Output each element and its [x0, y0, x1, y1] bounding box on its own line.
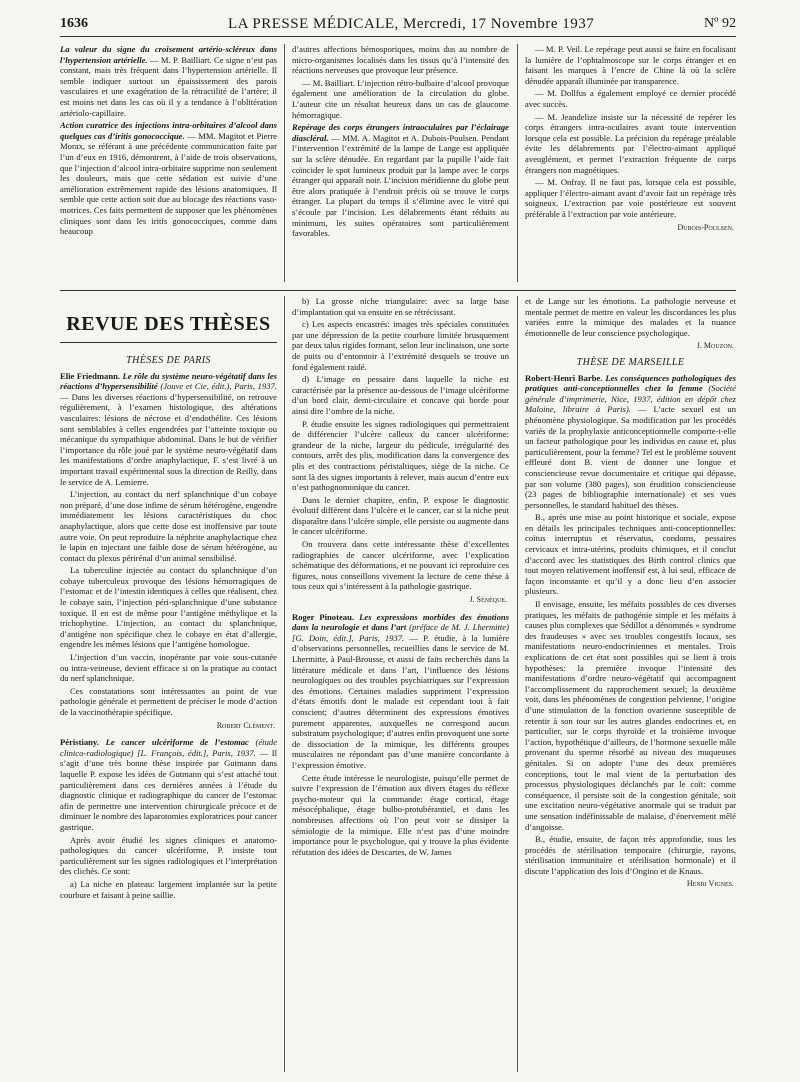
column-divider [517, 44, 518, 282]
thesis-author: Elie Friedmann. [60, 370, 121, 381]
section-divider [60, 290, 736, 291]
article-paragraph: b) La grosse niche triangulaire: avec sa large base d’implantation qui va ensuite en se rétrécissant. [292, 296, 509, 317]
column-divider [517, 296, 518, 1072]
article-text: — P. étudie, à la lumière d’observations personnelles, recueillies dans le service de M. Lhermitte, à Paul-Brousse, et aussi de faits recherchés dans la littérature médicale et dans l’art, l’influence des lésions neurologiques ou des troubles psychiatriques sur l’expression des émotions. Certaines maladies suppriment l’expression d’états émotifs dont le malade est cependant tout à fait conscient; d’autres déterminent des expressions émotives purement apparentes, auxquelles ne correspond aucun substratum psychologique; d’autres enfin provoquent une sorte de dissociation de la mimique, les différents groupes musculaires ne répondant pas d’une manière concordante à l’expression émotive. [292, 632, 509, 770]
page-number: 1636 [60, 16, 88, 31]
article-paragraph [292, 612, 509, 771]
article-title: La valeur du signe du croisement artério-scléreux dans l’hypertension artérielle. [60, 44, 277, 65]
article-paragraph [292, 122, 509, 239]
article-paragraph: P. étudie ensuite les signes radiologiques qui permettraient de différencier l’ulcère calleux du cancer ulcériforme: grandeur de la niche, largeur du pédicule, irrégularité des contours, arrêt des plis, modification dans la convergence des plis et des contractions péristaltiques, siège de la niche. Ce sont là des signes importants à relever, mais aucun d’entre eux n’est pathognomonique du cancer. [292, 418, 509, 493]
author-signature: J. Mouzon. [696, 341, 734, 351]
thesis-author: Roger Pinoteau. [292, 611, 355, 622]
article-paragraph [60, 371, 277, 488]
thesis-title: Le rôle du système neuro-végétatif dans les réactions d’hypersensibilité [60, 370, 277, 392]
thesis-publication: (préface de M. J. Lhermitte) [G. Doin, édit.], Paris, 1937. [292, 622, 509, 643]
top-column-2 [292, 44, 509, 277]
thesis-publication: (Société générale d’imprimerie, Nice, 1937, édition en dépôt chez Maloine, libraire à Paris). [525, 383, 736, 415]
article-text: — Dans les diverses réactions d’hypersensibilité, on retrouve régulièrement, à l’examen histologique, des altérations vasculaires: lésions de nécrose et d’endothélite. Ces lésions sont semblables à celles engendrées par l’atteinte toxique ou mécanique du sympathique abdominal. Dans le but de vérifier l’importance du rôle joué par le système neuro-végétatif dans les manifestations d’ordre anaphylactique, F. s’est livré à un important travail expérimental sous la direction de Reilly, dans le service de A. Lemierre. [60, 391, 277, 487]
article-paragraph: B., étudie, ensuite, de façon très approfondie, tous les procédés de stérilisation temporaire (chirurgie, rayons, stérilisation immunitaire et stérilisation hormonale) et il discute l’application des lois d’Ongino et de Knaus. [525, 834, 736, 876]
article-paragraph: et de Lange sur les émotions. La pathologie nerveuse et mentale permet de mettre en valeur les discordances les plus variées entre la mimique des malades et la nuance émotionnelle de leur conscience psychologique. [525, 296, 736, 338]
article-paragraph: B., après une mise au point historique et sociale, expose en détails les principales techniques anti-conceptionnelles: coïtus interruptus et réservatus, condoms, pessaires cervicaux et intra-utérins, produits chimiques, et il conclut d’accord avec les statistiques des Birth control clinics que tout moyen relativement inoffensif est, à lui seul, efficace de façon inconstante et qu’il y a donc lieu d’en associer plusieurs. [525, 512, 736, 597]
article-paragraph: a) La niche en plateau: largement implantée sur la petite courbure et faisant à peine saillie. [60, 878, 277, 900]
thesis-title: Le cancer ulcériforme de l’estomac [98, 737, 249, 748]
article-paragraph: L’injection d’un vaccin, inopérante par voie sous-cutanée ou intra-veineuse, devient efficace si on la pratique au contact du nerf splanchnique. [60, 652, 277, 684]
revue-column-1 [60, 350, 277, 1070]
thesis-publication: (étude clinico-radiologique) [L. François, édit.], Paris, 1937. [60, 737, 277, 758]
article-paragraph: Ces constatations sont intéressantes au point de vue pathologie générale et permettent de préciser le mode d’action de la vaccinothérapie spécifique. [60, 685, 277, 717]
article-paragraph: Après avoir étudié les signes cliniques et anatomo-pathologiques du cancer ulcériforme, P. insiste tout particulièrement sur les signes radiologiques et l’interprétation des clichés. Ce sont: [60, 834, 277, 877]
article-paragraph [60, 737, 277, 832]
journal-name: LA PRESSE MÉDICALE, [228, 16, 399, 32]
article-paragraph: Dans le dernier chapitre, enfin, P. expose le diagnostic évolutif différent dans l’ulcère et le cancer, car si la niche peut disparaître dans l’ulcère simple, elle persiste ou augmente dans le cancer ulcériforme. [292, 494, 509, 537]
article-text: — Il s’agit d’une très bonne thèse inspirée par Gutmann dans laquelle P. expose les idées de Gutmann qui s’est attaché tout particulièrement dans ces dernières années à l’étude du diagnostic clinique et radiographique du cancer de l’estomac afin de permettre une intervention chirurgicale précoce et de diminuer le nombre des laparotomies exploratrices pour cancer gastrique. [60, 747, 277, 832]
revue-column-3 [525, 296, 736, 1072]
article-paragraph [60, 120, 277, 237]
article-paragraph: — M. Bailliart. L’injection rétro-bulbaire d’alcool provoque également une amélioration de la circulation du globe. L’auteur cite un résultat heureux dans un cas de glaucome hémorragique. [292, 77, 509, 120]
article-paragraph: — M. Onfray. Il ne faut pas, lorsque cela est possible, appliquer l’électro-aimant avant d’avoir fait un repérage très soigneux. L’extraction par voie postérieure est souvent préférable à l’extraction par voie antérieure. [525, 177, 736, 219]
article-paragraph: — M. P. Veil. Le repérage peut aussi se faire en focalisant la lumière de l’ophtalmoscope sur le corps étranger et en faisant les marques à l’encre de Chine là où la sclère dénudée apparaît illuminée par transparence. [525, 44, 736, 86]
article-paragraph: L’injection, au contact du nerf splanchnique d’un cobaye non préparé, d’une dose infime de sérum hétérogène, engendre immédiatement les lésions caractéristiques du choc anaphylactique, alors que cette dose est inoffensive par toute autre voie. On peut reproduire la néphrite anaphylactique chez le lapin en injectant une faible dose de sérum hétérogène, au contact du plexus périrénal d’un animal sensibilisé. [60, 489, 277, 563]
article-paragraph: La tuberculine injectée au contact du splanchnique d’un cobaye tuberculeux provoque des lésions hémorragiques de l’estomac et de l’intestin identiques à celles que réalisent, chez le cobaye sain, l’injection péri-splanchnique d’une substance toxique. Il en est de même pour l’antigène méthylique et la trichophytine. L’injection, au contact du splanchnique, d’antigène non spécifique chez le cobaye en état d’allergie, engendre les mêmes lésions que l’antigène homologue. [60, 565, 277, 650]
column-divider [284, 296, 285, 1072]
column-divider [284, 44, 285, 282]
article-paragraph: Cette étude intéresse le neurologiste, puisqu’elle permet de suivre l’expression de l’émotion aux divers étages du réflexe psycho-moteur qui la commande: étage cortical, étage mésocéphalique, étage bulbo-protubérantiel, et dans les nombreuses affections où l’on peut voir se dissiper la sémiologie de la mimique. Elle n’est pas d’une moindre importance pour le psychologue, qui y trouve la plus évidente réfutation des idées de Descartes, de W. James [292, 772, 509, 857]
thesis-author: Robert-Henri Barbe. [525, 372, 603, 383]
article-paragraph: Il envisage, ensuite, les méfaits possibles de ces diverses pratiques, les méfaits de pathogénie simple et les méfaits à causes plus complexes que Sédillot a dénommés « syndrome des fraudeuses » avec ses troubles congestifs locaux, ses manifestations neuro-endocriniennes et mentales. Trois explications de cet état sont possibles qui se lient à trois hypothèses: la première invoque l’intensité des manifestations d’ordre neuro-végétatif qui accompagnent l’accomplissement du rapprochement sexuel; la deuxième voit, dans les phénomènes de congestion pelvienne, l’origine d’une stimulation de la fonction ovarienne susceptible de retentir à son tour sur les autres glandes endocrines et, en particulier, sur le corps thyroïde et la troisième invoque l’action, hypothétique d’ailleurs, de l’hormone sexuelle mâle provenant du sperme résorbé au niveau des muqueuses génitales. Si on adopte l’une des deux premières conceptions, tout le mal vient de la perturbation des processus physiologiques déclanchés par le coït: comme conséquence, il persiste soit de la congestion génitale, soit une excitation neuro-végétative anormale qui se traduit par une sensation indéfinissable de malaise, d’énervement mêlé d’angoisse. [525, 599, 736, 832]
page-header [60, 14, 736, 36]
journal-masthead [228, 16, 594, 33]
subsection-title: THÈSES DE PARIS [126, 355, 211, 366]
issue-number: Nº 92 [704, 16, 736, 31]
article-paragraph: — M. Dollfus a également employé ce dernier procédé avec succès. [525, 88, 736, 109]
article-title: Repérage des corps étrangers intraoculaires par l’éclairage diascléral. [292, 122, 509, 143]
issue-date: Mercredi, 17 Novembre 1937 [403, 16, 595, 32]
author-signature: J. Sénèque. [469, 595, 507, 605]
heading-rule [60, 342, 277, 343]
section-heading: REVUE DES THÈSES [66, 313, 271, 335]
article-paragraph: On trouvera dans cette intéressante thèse d’excellentes radiographies de cancer ulcériforme, avec l’explication schématique des déformations, et ne pouvant ici reproduire ces figures, nous conseillons vivement la lecture de cette thèse à tous ceux qui s’intéressent à la pathologie gastrique. [292, 539, 509, 592]
revue-column-2 [292, 296, 509, 1072]
thesis-publication: (Jouve et Cie, édit.), Paris, 1937. [157, 381, 277, 392]
thesis-title: Les conséquences pathologiques des pratiques anti-conceptionnelles chez la femme [525, 372, 736, 394]
article-paragraph: d) L’image en pessaire dans laquelle la niche est caractérisée par la présence au-dessous de l’image ulcériforme d’un bord clair, demi-circulaire et concave qui borde pour ainsi dire l’ombre de la niche. [292, 374, 509, 416]
article-paragraph [525, 373, 736, 511]
header-rule [60, 36, 736, 37]
subsection-title: THÈSE DE MARSEILLE [576, 356, 685, 368]
article-title: Action curatrice des injections intra-orbitaires d’alcool dans quelques cas d’iritis gonococcique. [60, 120, 277, 141]
top-column-1 [60, 44, 277, 277]
article-paragraph [60, 44, 277, 118]
article-text: — M. P. Bailliart. Ce signe n’est pas constant, mais très fréquent dans l’hypertension artérielle. Il semble indiquer surtout un épaississement des parois vasculaires et une exagération de la rétractilité de l’artère; il est moins net dans les cas où il y a tendance à l’oblitération artériolo-capillaire. [60, 54, 277, 118]
article-paragraph: d’autres affections hémosporiques, moins dus au nombre de micro-organismes localisés dans les tissus qu’à l’intensité des réactions nerveuses que provoque leur présence. [292, 44, 509, 76]
author-signature: Dubois-Poulsen. [677, 222, 734, 232]
top-column-3 [525, 44, 736, 277]
author-signature: Robert Clément. [216, 720, 275, 730]
thesis-title: Les expressions morbides des émotions dans la neurologie et dans l’art [292, 611, 509, 633]
article-paragraph: c) Les aspects encastrés: images très spéciales constituées par une dépression de la petite courbure limitée brusquement par deux talus rigides formant, selon leur inclinaison, une sorte de puits ou d’entonnoir à l’extrémité desquels se trouve un fond également raidé. [292, 319, 509, 372]
article-text: — MM. A. Magitot et A. Dubois-Poulsen. Pendant l’intervention l’extrémité de la lampe de Lange est appliquée sur la sclère dénudée. En regardant par la pupille l’aide fait coïncider le spot lumineux produit par la lampe avec le corps étranger qui apparaît noir. L’incision méridienne du globe peut être alors pratiquée à l’endroit précis où se trouve le corps étranger. La plupart du temps il s’élimine avec le vitré qui s’écoule par l’incision. Les délabrements étant réduits au minimum, les suites opératoires sont particulièrement favorables. [292, 132, 509, 239]
thesis-author: Péristiany. [60, 737, 99, 748]
article-text: — L’acte sexuel est un phénomène physiologique. Sa modification par les procédés variés de la prophylaxie anticonceptionnelle comporte-t-elle un facteur pathologique pour les individus en cause et, plus particulièrement, pour la femme? Tel est le problème souvent effleuré dont B. vient de donner une longue et consciencieuse revue documentaire et critique qui dépasse, par son volume (380 pages), son érudition consciencieuse (23 pages de bibliographie internationale) et ses vues personnelles, le standard habituel des thèses. [525, 404, 736, 510]
article-text: — MM. Magitot et Pierre Morax, se référant à une précédente communication faite par l’un d’eux en 1916, démontrent, à l’aide de trois observations, que l’injection d’alcool intra-orbitaire supprime non seulement les douleurs, mais que cette sédation est suivie d’une amélioration extrêmement rapide des lésions anatomiques. Il semble que cette action soit due au blocage des réactions vaso-motrices. Ces faits permettent de supposer que les phénomènes cliniques sont dans les iritis gonococciques, comme dans beaucoup [60, 130, 277, 237]
article-paragraph: — M. Jeandelize insiste sur la nécessité de repérer les corps étrangers intra-oculaires avant toute intervention lorsque cela est possible. La précision du repérage préalable évite les délabrements par l’électro-aimant appliqué aveuglément, et permet l’extraction fréquente de corps étrangers non magnétiques. [525, 111, 736, 175]
author-signature: Henri Vignes. [686, 879, 734, 889]
